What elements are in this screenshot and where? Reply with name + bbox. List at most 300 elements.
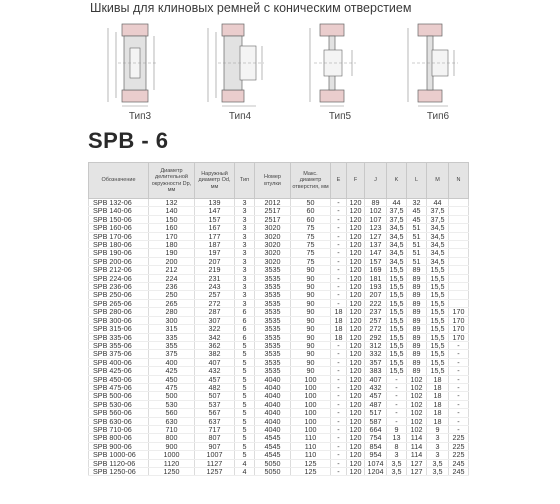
table-cell: - <box>331 417 347 425</box>
table-cell: 15,5 <box>387 283 407 291</box>
table-cell: SPB 355-06 <box>89 341 149 349</box>
table-cell: 15,5 <box>427 266 449 274</box>
table-row <box>89 316 469 324</box>
table-cell: SPB 710-06 <box>89 425 149 433</box>
table-cell: - <box>331 215 347 223</box>
table-cell: 15,5 <box>427 283 449 291</box>
column-header: Диаметр делительной окружности Dp, мм <box>149 163 195 199</box>
table-cell: 120 <box>347 274 365 282</box>
table-cell: 13 <box>387 434 407 442</box>
table-cell: 110 <box>291 434 331 442</box>
table-cell: 3535 <box>255 358 291 366</box>
table-cell: - <box>449 392 469 400</box>
table-cell: - <box>331 341 347 349</box>
table-cell: 3 <box>427 434 449 442</box>
table-cell: 475 <box>149 383 195 391</box>
table-cell: 1007 <box>195 451 235 459</box>
table-cell: SPB 236-06 <box>89 283 149 291</box>
table-cell: - <box>331 291 347 299</box>
table-cell: 15,5 <box>387 274 407 282</box>
table-cell: 3 <box>235 257 255 265</box>
table-cell: 120 <box>347 266 365 274</box>
table-cell: 287 <box>195 308 235 316</box>
table-cell: 89 <box>365 199 387 207</box>
table-cell: SPB 630-06 <box>89 417 149 425</box>
column-header: K <box>387 163 407 199</box>
table-cell: 89 <box>407 308 427 316</box>
table-cell: 37,5 <box>427 215 449 223</box>
table-cell <box>449 199 469 207</box>
table-row <box>89 232 469 240</box>
table-cell: 517 <box>365 409 387 417</box>
table-cell: 357 <box>365 358 387 366</box>
table-cell: 127 <box>407 459 427 467</box>
table-cell: 15,5 <box>427 333 449 341</box>
pulley-type-diagrams <box>88 18 488 126</box>
table-cell: 3535 <box>255 291 291 299</box>
table-cell: 272 <box>365 325 387 333</box>
table-cell: 15,5 <box>387 358 407 366</box>
table-cell: - <box>387 417 407 425</box>
table-cell: 907 <box>195 442 235 450</box>
table-cell: 15,5 <box>387 316 407 324</box>
table-cell: 15,5 <box>387 325 407 333</box>
table-cell: 34,5 <box>387 232 407 240</box>
table-cell: 120 <box>347 383 365 391</box>
table-cell <box>449 283 469 291</box>
table-cell: - <box>331 400 347 408</box>
table-cell: 34,5 <box>387 241 407 249</box>
table-cell: - <box>331 425 347 433</box>
table-cell: - <box>331 367 347 375</box>
table-cell: 567 <box>195 409 235 417</box>
table-cell: SPB 190-06 <box>89 249 149 257</box>
table-cell: 120 <box>347 409 365 417</box>
table-cell <box>449 266 469 274</box>
table-cell: 3535 <box>255 299 291 307</box>
table-cell: 300 <box>149 316 195 324</box>
table-row <box>89 400 469 408</box>
table-cell: 132 <box>149 199 195 207</box>
table-cell: 34,5 <box>427 241 449 249</box>
column-header: L <box>407 163 427 199</box>
table-cell: 110 <box>291 442 331 450</box>
table-cell: - <box>331 257 347 265</box>
table-cell: 120 <box>347 249 365 257</box>
table-cell: 355 <box>149 341 195 349</box>
table-cell: - <box>331 434 347 442</box>
table-cell: 5 <box>235 383 255 391</box>
table-cell: 89 <box>407 316 427 324</box>
table-cell: 15,5 <box>387 350 407 358</box>
column-header: Тип <box>235 163 255 199</box>
table-cell: 1250 <box>149 468 195 476</box>
table-cell: 219 <box>195 266 235 274</box>
table-cell: 102 <box>407 383 427 391</box>
table-cell: 2517 <box>255 215 291 223</box>
table-cell: 15,5 <box>427 308 449 316</box>
table-cell: SPB 150-06 <box>89 215 149 223</box>
table-cell: 51 <box>407 257 427 265</box>
table-cell: 107 <box>365 215 387 223</box>
table-cell: 3 <box>235 207 255 215</box>
table-cell: 507 <box>195 392 235 400</box>
table-cell: 139 <box>195 199 235 207</box>
table-cell: 630 <box>149 417 195 425</box>
table-cell: 3 <box>427 442 449 450</box>
table-cell: 34,5 <box>387 224 407 232</box>
table-cell: - <box>331 274 347 282</box>
table-cell: 125 <box>291 459 331 467</box>
column-header: Наружный диаметр Od, мм <box>195 163 235 199</box>
table-cell: 170 <box>449 308 469 316</box>
table-cell: 75 <box>291 257 331 265</box>
table-cell <box>449 224 469 232</box>
table-cell: 169 <box>365 266 387 274</box>
table-cell: 4545 <box>255 434 291 442</box>
table-cell: SPB 530-06 <box>89 400 149 408</box>
table-cell: 5 <box>235 400 255 408</box>
table-cell: SPB 375-06 <box>89 350 149 358</box>
table-cell: 18 <box>331 316 347 324</box>
table-cell: - <box>449 425 469 433</box>
table-cell: 167 <box>195 224 235 232</box>
table-cell: 89 <box>407 291 427 299</box>
table-cell: - <box>331 383 347 391</box>
table-cell: 807 <box>195 434 235 442</box>
table-cell: - <box>331 375 347 383</box>
table-cell: 15,5 <box>427 350 449 358</box>
table-cell: 5 <box>235 350 255 358</box>
column-header: Макс. диаметр отверстия, мм <box>291 163 331 199</box>
table-cell: 5 <box>235 409 255 417</box>
table-cell: 3535 <box>255 350 291 358</box>
table-cell: 120 <box>347 375 365 383</box>
column-header: N <box>449 163 469 199</box>
table-cell: 280 <box>149 308 195 316</box>
table-cell: 5 <box>235 358 255 366</box>
table-cell: SPB 560-06 <box>89 409 149 417</box>
page-title: Шкивы для клиновых ремней с коническим отверстием <box>90 1 412 15</box>
table-cell: 5 <box>235 375 255 383</box>
table-cell: 140 <box>149 207 195 215</box>
table-cell: 257 <box>195 291 235 299</box>
table-cell <box>449 249 469 257</box>
table-row <box>89 451 469 459</box>
table-cell: 90 <box>291 274 331 282</box>
table-cell: 127 <box>365 232 387 240</box>
table-cell: - <box>331 358 347 366</box>
table-cell: 15,5 <box>427 358 449 366</box>
table-cell: 800 <box>149 434 195 442</box>
table-cell: 1257 <box>195 468 235 476</box>
table-cell: 332 <box>365 350 387 358</box>
table-row <box>89 468 469 476</box>
table-cell: - <box>331 451 347 459</box>
table-header-row <box>89 163 469 199</box>
table-cell: 125 <box>291 468 331 476</box>
table-cell: 5 <box>235 434 255 442</box>
table-cell: 89 <box>407 350 427 358</box>
table-cell: 3535 <box>255 325 291 333</box>
table-row <box>89 417 469 425</box>
table-cell: 5050 <box>255 459 291 467</box>
table-cell: 170 <box>449 316 469 324</box>
table-cell: 34,5 <box>427 257 449 265</box>
table-cell: 432 <box>195 367 235 375</box>
table-cell: - <box>331 392 347 400</box>
table-cell: SPB 140-06 <box>89 207 149 215</box>
table-cell: 457 <box>195 375 235 383</box>
table-cell: SPB 1000-06 <box>89 451 149 459</box>
table-row <box>89 215 469 223</box>
table-cell: SPB 265-06 <box>89 299 149 307</box>
table-cell: SPB 900-06 <box>89 442 149 450</box>
table-cell: 120 <box>347 325 365 333</box>
column-header: M <box>427 163 449 199</box>
table-row <box>89 341 469 349</box>
table-cell: 1000 <box>149 451 195 459</box>
table-cell: - <box>449 350 469 358</box>
table-cell: 5 <box>235 417 255 425</box>
table-cell: 89 <box>407 325 427 333</box>
table-cell: 3 <box>235 224 255 232</box>
table-cell: 315 <box>149 325 195 333</box>
table-cell: 51 <box>407 241 427 249</box>
table-cell: SPB 180-06 <box>89 241 149 249</box>
table-cell: 3 <box>427 451 449 459</box>
table-cell: 102 <box>407 425 427 433</box>
table-cell: 100 <box>291 392 331 400</box>
table-cell: 15,5 <box>387 291 407 299</box>
table-cell: 120 <box>347 199 365 207</box>
table-cell: 90 <box>291 350 331 358</box>
table-cell: 102 <box>407 417 427 425</box>
table-cell: SPB 170-06 <box>89 232 149 240</box>
table-cell: 250 <box>149 291 195 299</box>
table-cell: 44 <box>427 199 449 207</box>
table-cell: - <box>331 459 347 467</box>
table-cell: 89 <box>407 341 427 349</box>
table-cell: SPB 500-06 <box>89 392 149 400</box>
table-cell: - <box>387 409 407 417</box>
table-cell: 18 <box>331 325 347 333</box>
table-cell: 5 <box>235 341 255 349</box>
table-cell: 120 <box>347 299 365 307</box>
table-row <box>89 257 469 265</box>
table-body <box>89 199 469 476</box>
table-cell: - <box>449 367 469 375</box>
table-cell: 5050 <box>255 468 291 476</box>
table-cell: 102 <box>407 375 427 383</box>
table-cell: 15,5 <box>387 299 407 307</box>
table-cell: 3 <box>387 451 407 459</box>
table-cell: 60 <box>291 207 331 215</box>
table-cell: 75 <box>291 241 331 249</box>
table-cell: 1074 <box>365 459 387 467</box>
table-cell: 15,5 <box>427 325 449 333</box>
table-cell: 225 <box>449 442 469 450</box>
table-cell: 15,5 <box>387 367 407 375</box>
table-cell: - <box>449 400 469 408</box>
table-cell: 207 <box>195 257 235 265</box>
table-cell: 3020 <box>255 224 291 232</box>
table-cell: 754 <box>365 434 387 442</box>
specs-table-container <box>88 162 468 476</box>
table-cell: SPB 160-06 <box>89 224 149 232</box>
table-cell: 90 <box>291 358 331 366</box>
table-cell: 75 <box>291 232 331 240</box>
table-cell: 265 <box>149 299 195 307</box>
table-cell: 102 <box>407 400 427 408</box>
table-cell: 4040 <box>255 392 291 400</box>
table-cell: 89 <box>407 283 427 291</box>
table-cell: 120 <box>347 459 365 467</box>
table-cell: SPB 335-06 <box>89 333 149 341</box>
table-cell: 34,5 <box>427 232 449 240</box>
table-cell: 1127 <box>195 459 235 467</box>
table-cell: 120 <box>347 215 365 223</box>
table-cell: - <box>387 375 407 383</box>
table-cell: 170 <box>149 232 195 240</box>
table-cell: 15,5 <box>387 341 407 349</box>
table-cell: 170 <box>449 325 469 333</box>
table-cell <box>449 291 469 299</box>
table-row <box>89 392 469 400</box>
table-cell: 15,5 <box>427 316 449 324</box>
table-cell: 400 <box>149 358 195 366</box>
table-cell: 335 <box>149 333 195 341</box>
table-cell: 1204 <box>365 468 387 476</box>
table-cell: 157 <box>365 257 387 265</box>
table-cell: 45 <box>407 207 427 215</box>
table-cell: 51 <box>407 249 427 257</box>
table-cell: 3 <box>235 274 255 282</box>
table-row <box>89 207 469 215</box>
table-cell: 637 <box>195 417 235 425</box>
table-cell: 100 <box>291 400 331 408</box>
table-cell: - <box>449 375 469 383</box>
table-cell: 900 <box>149 442 195 450</box>
table-cell: 3,5 <box>427 468 449 476</box>
table-cell: - <box>331 249 347 257</box>
table-cell: 90 <box>291 341 331 349</box>
table-cell: 342 <box>195 333 235 341</box>
table-cell: 45 <box>407 215 427 223</box>
table-cell: 100 <box>291 375 331 383</box>
table-cell: 197 <box>195 249 235 257</box>
table-cell: 89 <box>407 367 427 375</box>
table-cell: 120 <box>347 468 365 476</box>
table-cell: 181 <box>365 274 387 282</box>
table-cell: 272 <box>195 299 235 307</box>
table-cell <box>449 207 469 215</box>
table-cell: 15,5 <box>427 299 449 307</box>
table-cell: 120 <box>347 207 365 215</box>
table-cell: 89 <box>407 266 427 274</box>
type-5-figure <box>300 18 380 126</box>
table-cell: 120 <box>347 442 365 450</box>
table-cell: 450 <box>149 375 195 383</box>
table-cell: 225 <box>449 434 469 442</box>
table-cell: 193 <box>365 283 387 291</box>
type-3-figure <box>100 18 180 126</box>
table-cell: 243 <box>195 283 235 291</box>
table-row <box>89 434 469 442</box>
table-cell: 18 <box>427 417 449 425</box>
table-cell: 2517 <box>255 207 291 215</box>
table-cell: 18 <box>331 308 347 316</box>
table-cell: 3 <box>235 199 255 207</box>
table-row <box>89 375 469 383</box>
table-cell: 120 <box>347 425 365 433</box>
table-cell: 120 <box>347 232 365 240</box>
table-cell: 4040 <box>255 417 291 425</box>
table-cell: 3020 <box>255 232 291 240</box>
table-cell: 34,5 <box>387 257 407 265</box>
table-cell: - <box>331 283 347 291</box>
table-row <box>89 442 469 450</box>
type-label: Тип4 <box>228 111 252 122</box>
table-cell: 90 <box>291 266 331 274</box>
type-5-drawing <box>300 18 380 110</box>
table-cell: 90 <box>291 299 331 307</box>
table-cell: SPB 800-06 <box>89 434 149 442</box>
table-cell: 60 <box>291 215 331 223</box>
table-cell: 382 <box>195 350 235 358</box>
table-cell: 4040 <box>255 425 291 433</box>
table-cell: 407 <box>365 375 387 383</box>
table-cell: 102 <box>365 207 387 215</box>
table-cell: 100 <box>291 383 331 391</box>
table-cell: 3,5 <box>387 459 407 467</box>
table-cell: 482 <box>195 383 235 391</box>
table-cell: 530 <box>149 400 195 408</box>
table-cell <box>449 257 469 265</box>
table-cell: 237 <box>365 308 387 316</box>
table-cell: 362 <box>195 341 235 349</box>
table-cell: 3535 <box>255 367 291 375</box>
table-cell <box>449 274 469 282</box>
table-cell: 15,5 <box>427 367 449 375</box>
table-cell: 6 <box>235 333 255 341</box>
table-cell: 245 <box>449 468 469 476</box>
column-header: Номер втулки <box>255 163 291 199</box>
table-cell: 120 <box>347 451 365 459</box>
table-cell: 34,5 <box>427 224 449 232</box>
table-cell: 114 <box>407 442 427 450</box>
table-cell: - <box>449 358 469 366</box>
table-cell: SPB 400-06 <box>89 358 149 366</box>
table-cell: 560 <box>149 409 195 417</box>
series-title: SPB - 6 <box>88 128 169 153</box>
table-cell: SPB 425-06 <box>89 367 149 375</box>
table-cell: 257 <box>365 316 387 324</box>
table-cell: - <box>449 417 469 425</box>
table-cell: 90 <box>291 283 331 291</box>
table-cell: 4040 <box>255 383 291 391</box>
table-cell: 15,5 <box>427 274 449 282</box>
table-cell: 120 <box>347 392 365 400</box>
table-cell: - <box>331 442 347 450</box>
table-cell: 120 <box>347 358 365 366</box>
table-cell: 120 <box>347 308 365 316</box>
table-cell: 102 <box>407 392 427 400</box>
table-cell: 3 <box>235 241 255 249</box>
table-cell: 457 <box>365 392 387 400</box>
table-cell: 15,5 <box>387 308 407 316</box>
table-cell: 3535 <box>255 274 291 282</box>
